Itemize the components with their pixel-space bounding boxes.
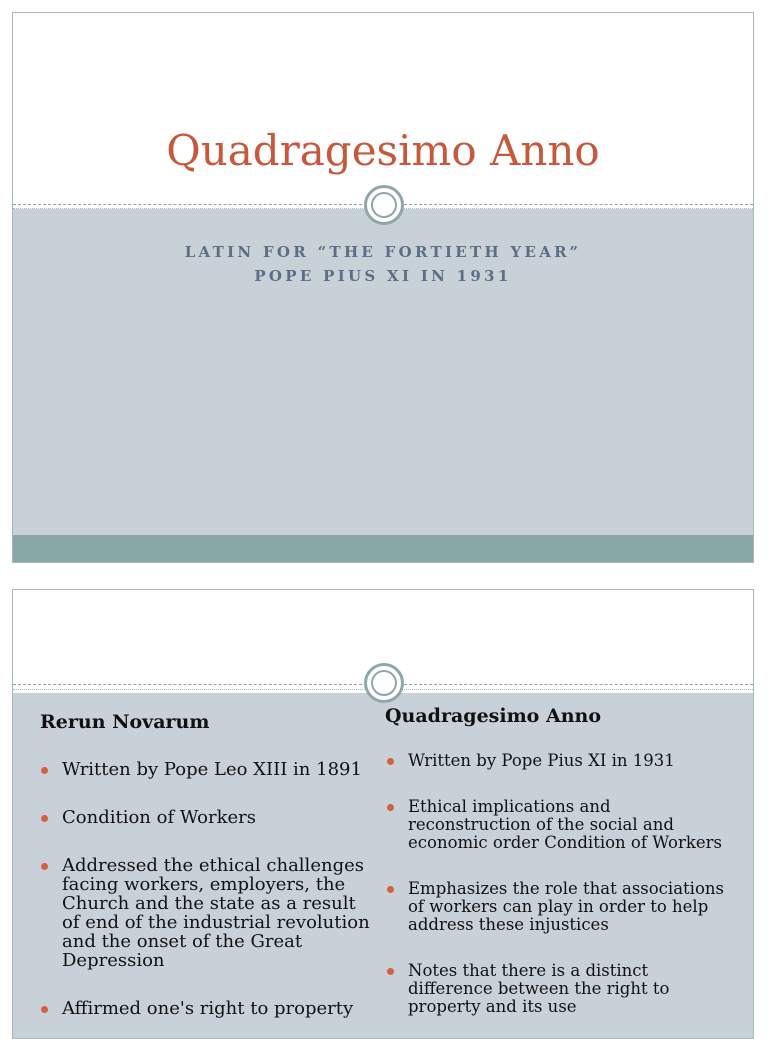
left-bullet-list: [40, 760, 370, 1039]
list-item: Notes that there is a distinct difference between the right to property and its use: [386, 962, 736, 1016]
footer-bar: [13, 535, 753, 563]
comparison-slide: [12, 589, 754, 1039]
list-item: Condition of Workers: [40, 808, 370, 827]
title-area: [13, 13, 753, 209]
circle-ornament-icon: [364, 663, 404, 703]
list-item: Written by Pope Leo XIII in 1891: [40, 760, 370, 779]
list-item: Affirmed one's right to property: [40, 999, 370, 1018]
slide-subtitle-line1: LATIN FOR “THE FORTIETH YEAR”: [184, 243, 582, 261]
list-item: Addressed the ethical challenges facing workers, employers, the Church and the state as a result of end of the industrial revolution and the onset of the Great Depression: [40, 856, 370, 970]
left-column-heading: Rerun Novarum: [40, 711, 210, 733]
right-column-heading: Quadragesimo Anno: [385, 705, 602, 727]
list-item: Emphasizes the role that associations of workers can play in order to help address these injustices: [386, 880, 736, 934]
circle-ornament-icon: [364, 185, 404, 225]
list-item: Ethical implications and reconstruction of the social and economic order Condition of Workers: [386, 798, 736, 852]
slide-subtitle-line2: POPE PIUS XI IN 1931: [254, 267, 512, 285]
slide-title: Quadragesimo Anno: [166, 126, 600, 175]
title-slide: [12, 12, 754, 563]
right-bullet-list: [386, 752, 736, 1039]
list-item: Written by Pope Pius XI in 1931: [386, 752, 736, 770]
